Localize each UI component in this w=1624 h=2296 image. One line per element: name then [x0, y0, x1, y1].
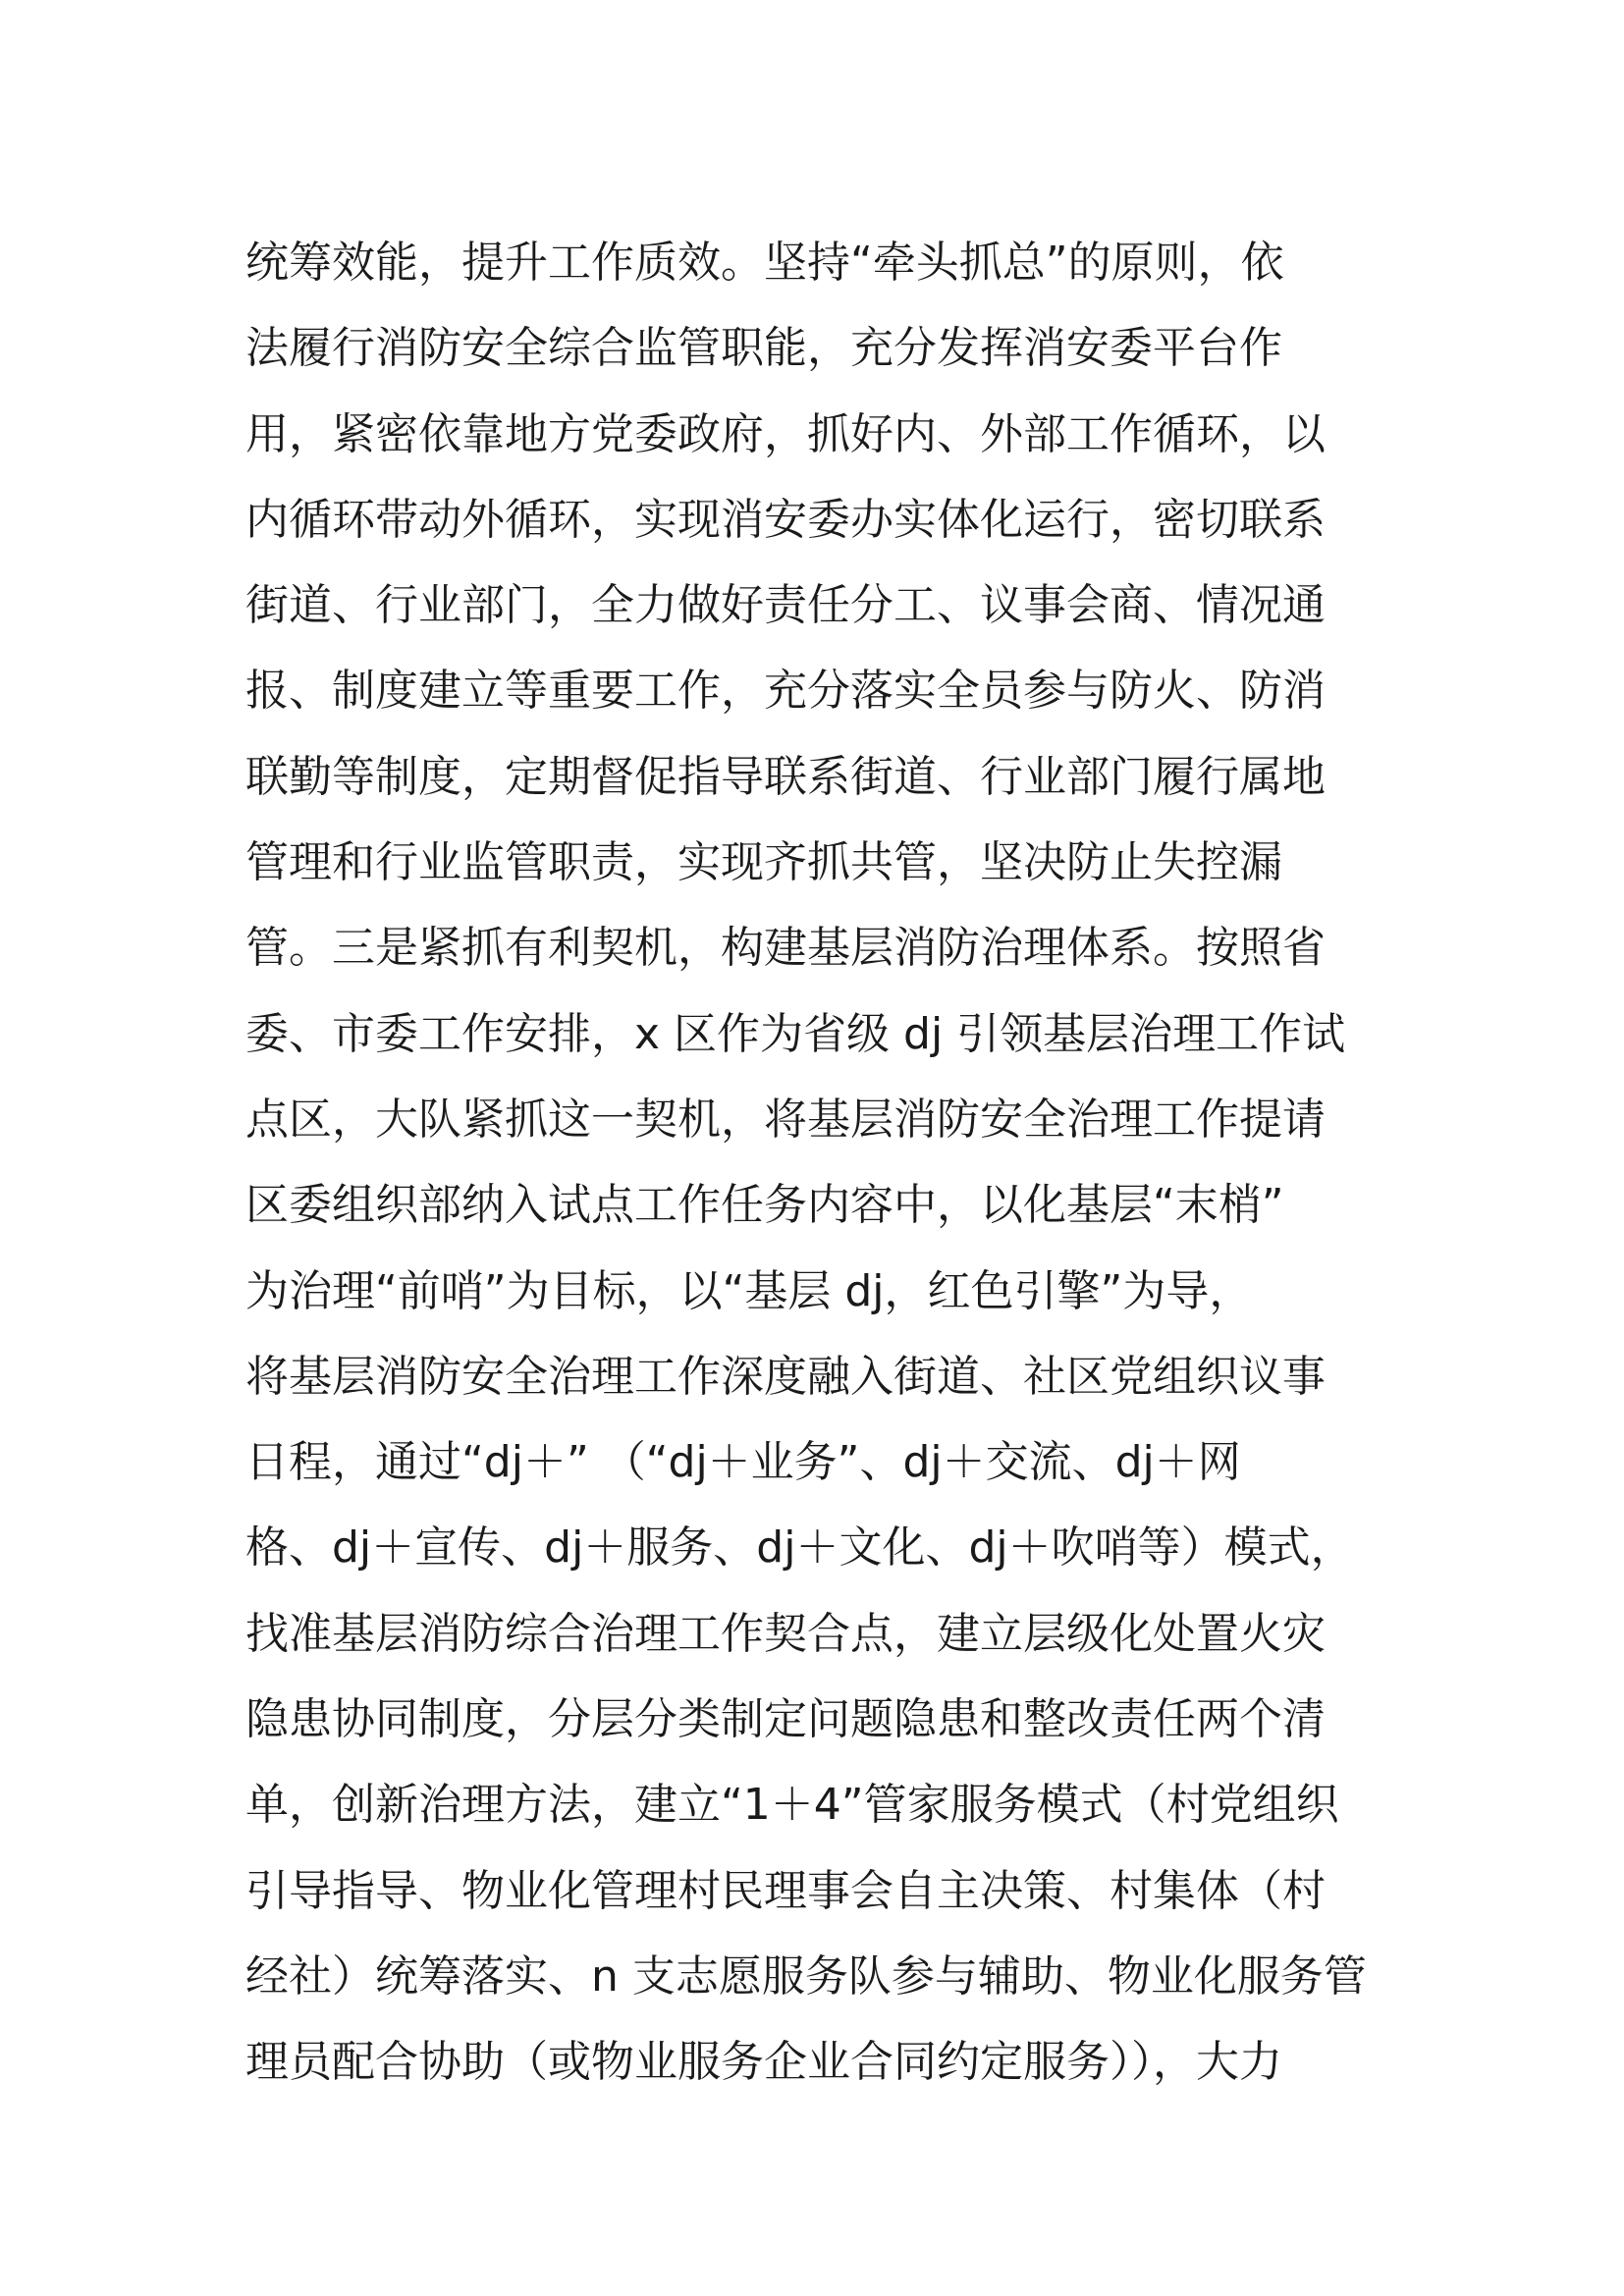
text-line: 点区，大队紧抓这一契机，将基层消防安全治理工作提请 — [245, 1094, 1326, 1145]
text-line: 格、dj＋宣传、dj＋服务、dj＋文化、dj＋吹哨等）模式， — [245, 1522, 1354, 1574]
text-line: 为治理“前哨”为目标，以“基层 dj，红色引擎”为导， — [245, 1265, 1253, 1316]
text-line: 日程，通过“dj＋” （“dj＋业务”、dj＋交流、dj＋网 — [245, 1437, 1241, 1488]
text-line: 管。三是紧抓有利契机，构建基层消防治理体系。按照省 — [245, 923, 1326, 974]
text-line: 引导指导、物业化管理村民理事会自主决策、村集体（村 — [245, 1865, 1326, 1916]
text-line: 内循环带动外循环，实现消安委办实体化运行，密切联系 — [245, 494, 1326, 545]
text-line: 法履行消防安全综合监管职能，充分发挥消安委平台作 — [245, 323, 1282, 374]
body-paragraph — [245, 220, 1404, 2106]
text-line: 管理和行业监管职责，实现齐抓共管，坚决防止失控漏 — [245, 837, 1282, 888]
text-line: 区委组织部纳入试点工作任务内容中，以化基层“末梢” — [245, 1180, 1284, 1231]
text-line: 联勤等制度，定期督促指导联系街道、行业部门履行属地 — [245, 751, 1326, 802]
text-line: 隐患协同制度，分层分类制定问题隐患和整改责任两个清 — [245, 1694, 1326, 1745]
text-line: 委、市委工作安排，x 区作为省级 dj 引领基层治理工作试 — [245, 1008, 1346, 1059]
text-line: 将基层消防安全治理工作深度融入街道、社区党组织议事 — [245, 1351, 1326, 1402]
text-line: 找准基层消防综合治理工作契合点，建立层级化处置火灾 — [245, 1608, 1326, 1659]
text-line: 用，紧密依靠地方党委政府，抓好内、外部工作循环，以 — [245, 408, 1326, 459]
text-line: 街道、行业部门，全力做好责任分工、议事会商、情况通 — [245, 580, 1326, 631]
text-line: 经社）统筹落实、n 支志愿服务队参与辅助、物业化服务管 — [245, 1950, 1367, 2002]
text-line: 报、制度建立等重要工作，充分落实全员参与防火、防消 — [245, 666, 1326, 717]
text-line: 单，创新治理方法，建立“1＋4”管家服务模式（村党组织 — [245, 1780, 1339, 1831]
text-line: 理员配合协助（或物业服务企业合同约定服务）），大力 — [245, 2037, 1282, 2088]
text-line: 统筹效能，提升工作质效。坚持“牵头抓总”的原则，依 — [245, 238, 1284, 288]
